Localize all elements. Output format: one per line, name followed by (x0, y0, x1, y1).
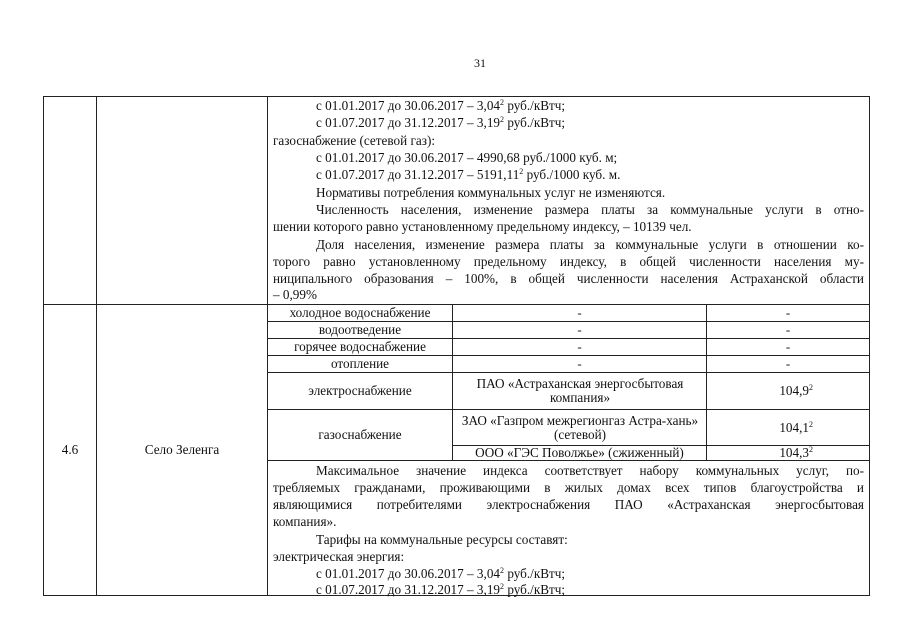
electricity-heading: электрическая энергия: (273, 549, 405, 564)
elec-tariff-line-2: с 01.07.2017 до 31.12.2017 – 3,19$^2$ руб./кВтч; (316, 582, 566, 597)
max-index-line: Максимальное значение индекса соответствует набору коммунальных услуг, по- (316, 463, 864, 478)
gas-tariff-line-1: с 01.01.2017 до 30.06.2017 – 4990,68 руб./1000 куб. м; (316, 150, 618, 165)
share-text-line: Доля населения, изменение размера платы за коммунальные услуги в отношении ко- (316, 237, 864, 252)
gas-tariff-line-2: с 01.07.2017 до 31.12.2017 – 5191,11$^2$ руб./1000 куб. м. (316, 167, 621, 182)
page-number: 31 (474, 56, 486, 70)
max-index-line: компания». (273, 514, 337, 529)
service-cold-water: холодное водоснабжение (289, 305, 431, 320)
provider-sewerage: - (577, 322, 582, 337)
elec-tariff-line-2: с 01.07.2017 до 31.12.2017 – 3,19$^2$ руб./кВтч; (316, 115, 566, 130)
max-index-line: являющимися потребителями электроснабжения ПАО «Астраханская энергосбытовая (273, 497, 864, 512)
population-text-line: шении которого равно установленному предельному индексу, – 10139 чел. (273, 219, 692, 234)
gas-heading: газоснабжение (сетевой газ): (273, 133, 436, 148)
provider-heating: - (577, 356, 582, 371)
share-text-line: – 0,99% (273, 287, 317, 302)
index-gas-liquefied: 104,3$^2$ (779, 445, 813, 460)
table-frame (43, 96, 870, 596)
service-sewerage: водоотведение (318, 322, 402, 337)
share-text-line: торого равно установленному предельному индексу, в общей численности населения му- (273, 254, 864, 269)
provider-gas-liquefied: ООО «ГЭС Поволжье» (сжиженный) (475, 445, 684, 460)
services-row-divider (268, 460, 869, 461)
service-heating: отопление (330, 356, 390, 371)
provider-cold-water: - (577, 305, 582, 320)
elec-tariff-line-1: с 01.01.2017 до 30.06.2017 – 3,04$^2$ руб./кВтч; (316, 566, 566, 581)
index-electricity: 104,9$^2$ (779, 383, 813, 398)
population-text-line: Численность населения, изменение размера платы за коммунальные услуги в отно- (316, 202, 864, 217)
row-number: 4.6 (61, 442, 79, 457)
norms-text: Нормативы потребления коммунальных услуг не изменяются. (316, 185, 666, 200)
index-hot-water: - (785, 339, 791, 354)
index-sewerage: - (785, 322, 791, 337)
provider-gas-network: ЗАО «Газпром межрегионгаз Астра-хань» (сетевой) (461, 412, 699, 442)
index-cold-water: - (785, 305, 791, 320)
max-index-line: требляемых гражданами, проживающими в жилых домах всех типов благоустройства и (273, 480, 864, 495)
provider-hot-water: - (577, 339, 582, 354)
service-electricity: электроснабжение (308, 383, 412, 398)
tariffs-heading: Тарифы на коммунальные ресурсы составят: (316, 532, 568, 547)
share-text-line: ниципального образования – 100%, в общей численности населения Астраханской области (273, 271, 864, 286)
service-hot-water: горячее водоснабжение (294, 339, 426, 354)
service-gas: газоснабжение (318, 427, 402, 442)
index-gas-network: 104,1$^2$ (779, 419, 813, 435)
settlement-name: Село Зеленга (144, 442, 220, 457)
index-heating: - (785, 356, 791, 371)
elec-tariff-line-1: с 01.01.2017 до 30.06.2017 – 3,04$^2$ руб./кВтч; (316, 98, 566, 113)
provider-electricity: ПАО «Астраханская энергосбытовая компания» (476, 376, 684, 405)
